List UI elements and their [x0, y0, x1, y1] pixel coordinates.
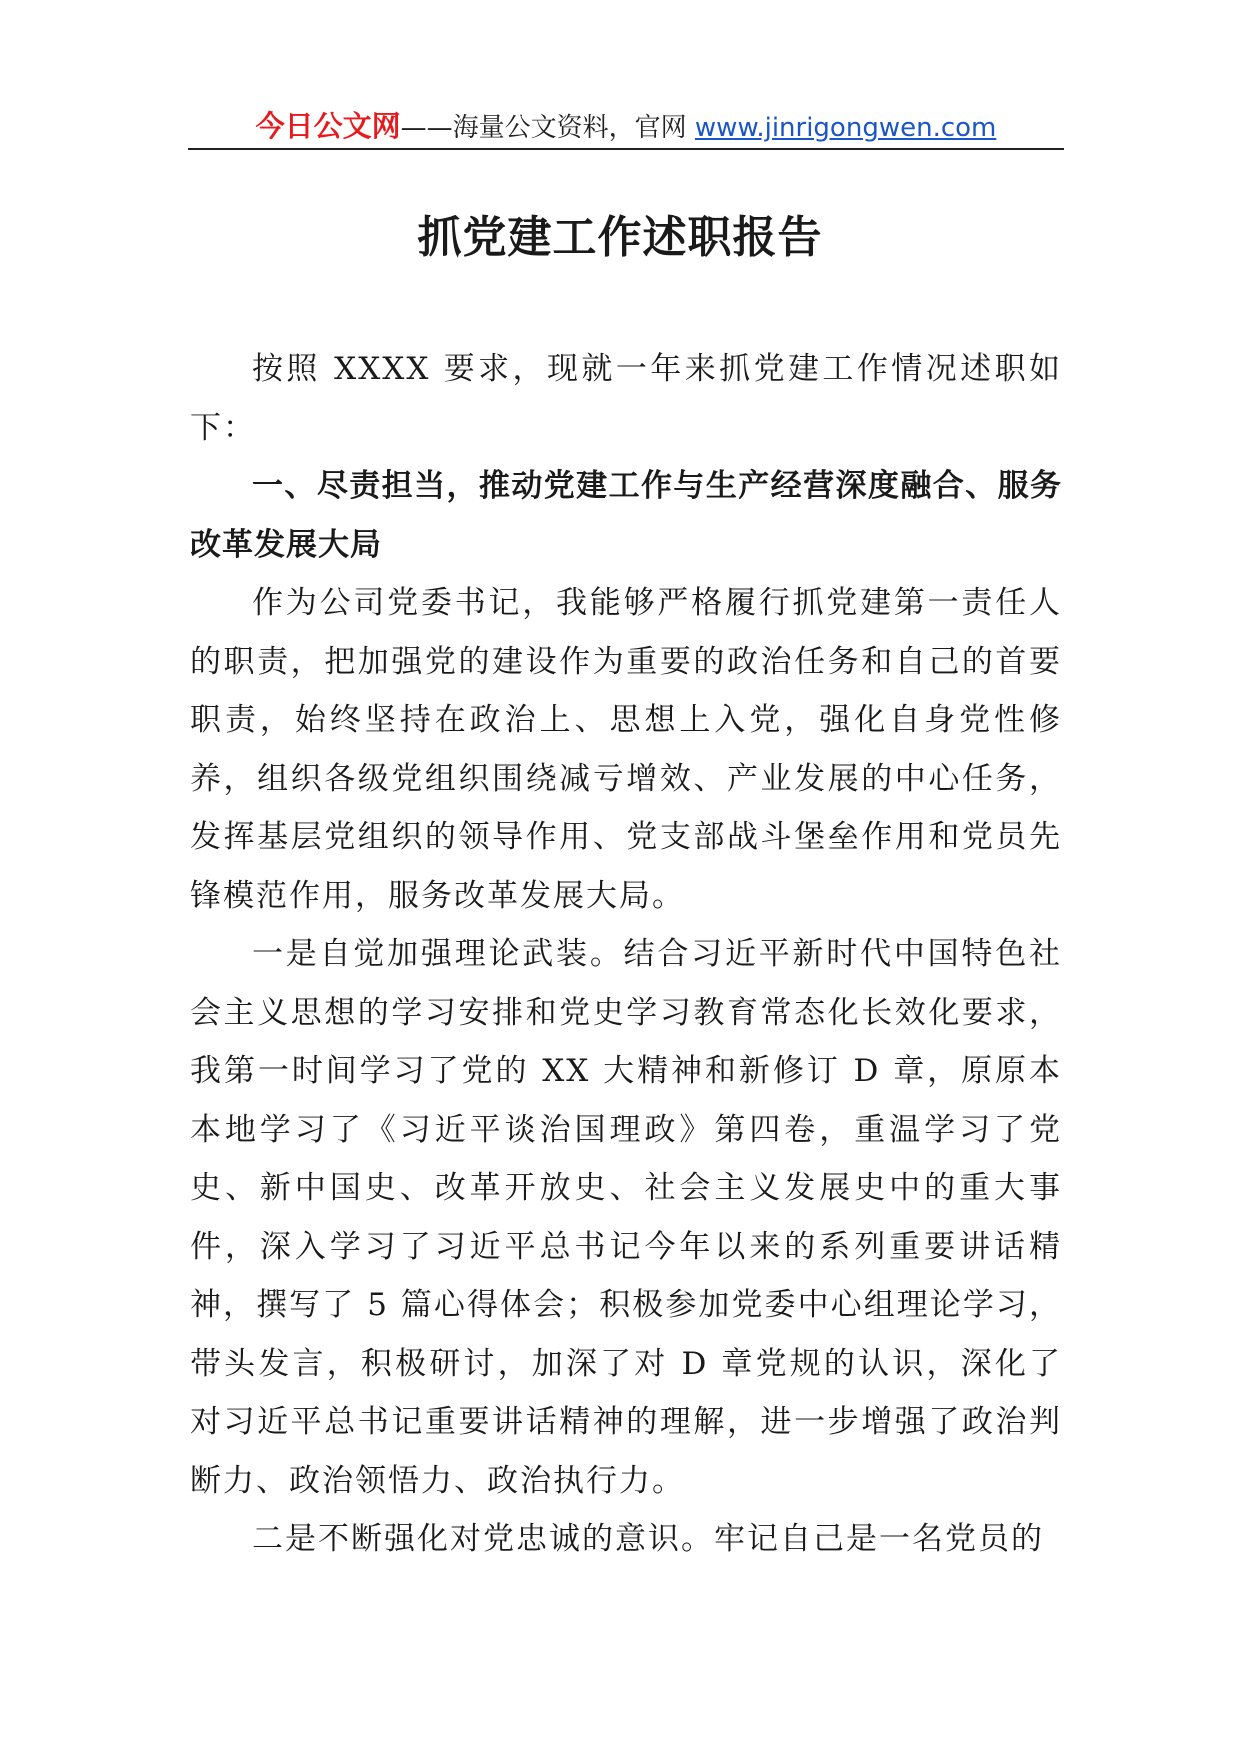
document-title: 抓党建工作述职报告: [417, 212, 823, 263]
site-url-link[interactable]: www.jinrigongwen.com: [694, 113, 997, 143]
body-paragraph: 二是不断强化对党忠诚的意识。牢记自己是一名党员的: [252, 1521, 1044, 1557]
site-header: [188, 104, 1064, 150]
intro-paragraph: 按照 XXXX 要求，现就一年来抓党建工作情况述职如下：: [190, 351, 1062, 446]
document-body: [190, 340, 1062, 1569]
site-tagline: ——海量公文资料，官网: [400, 113, 695, 143]
body-paragraph: 作为公司党委书记，我能够严格履行抓党建第一责任人的职责，把加强党的建设作为重要的政治任务和自己的首要职责，始终坚持在政治上、思想上入党，强化自身党性修养，组织各级党组织围绕减亏增效、产业发展的中心任务，发挥基层党组织的领导作用、党支部战斗堡垒作用和党员先锋模范作用，服务改革发展大局。: [190, 585, 1062, 914]
body-paragraph: 一是自觉加强理论武装。结合习近平新时代中国特色社会主义思想的学习安排和党史学习教育常态化长效化要求，我第一时间学习了党的 XX 大精神和新修订 D 章，原原本本地学习了《习近平谈治国理政》第四卷，重温学习了党史、新中国史、改革开放史、社会主义发展史中的重大事件，深入学习了习近平总书记今年以来的系列重要讲话精神，撰写了 5 篇心得体会；积极参加党委中心组理论学习，带头发言，积极研讨，加深了对 D 章党规的认识，深化了对习近平总书记重要讲话精神的理解，进一步增强了政治判断力、政治领悟力、政治执行力。: [190, 936, 1062, 1499]
section-heading: 一、尽责担当，推动党建工作与生产经营深度融合、服务改革发展大局: [190, 468, 1062, 563]
site-brand[interactable]: 今日公文网: [255, 109, 401, 143]
